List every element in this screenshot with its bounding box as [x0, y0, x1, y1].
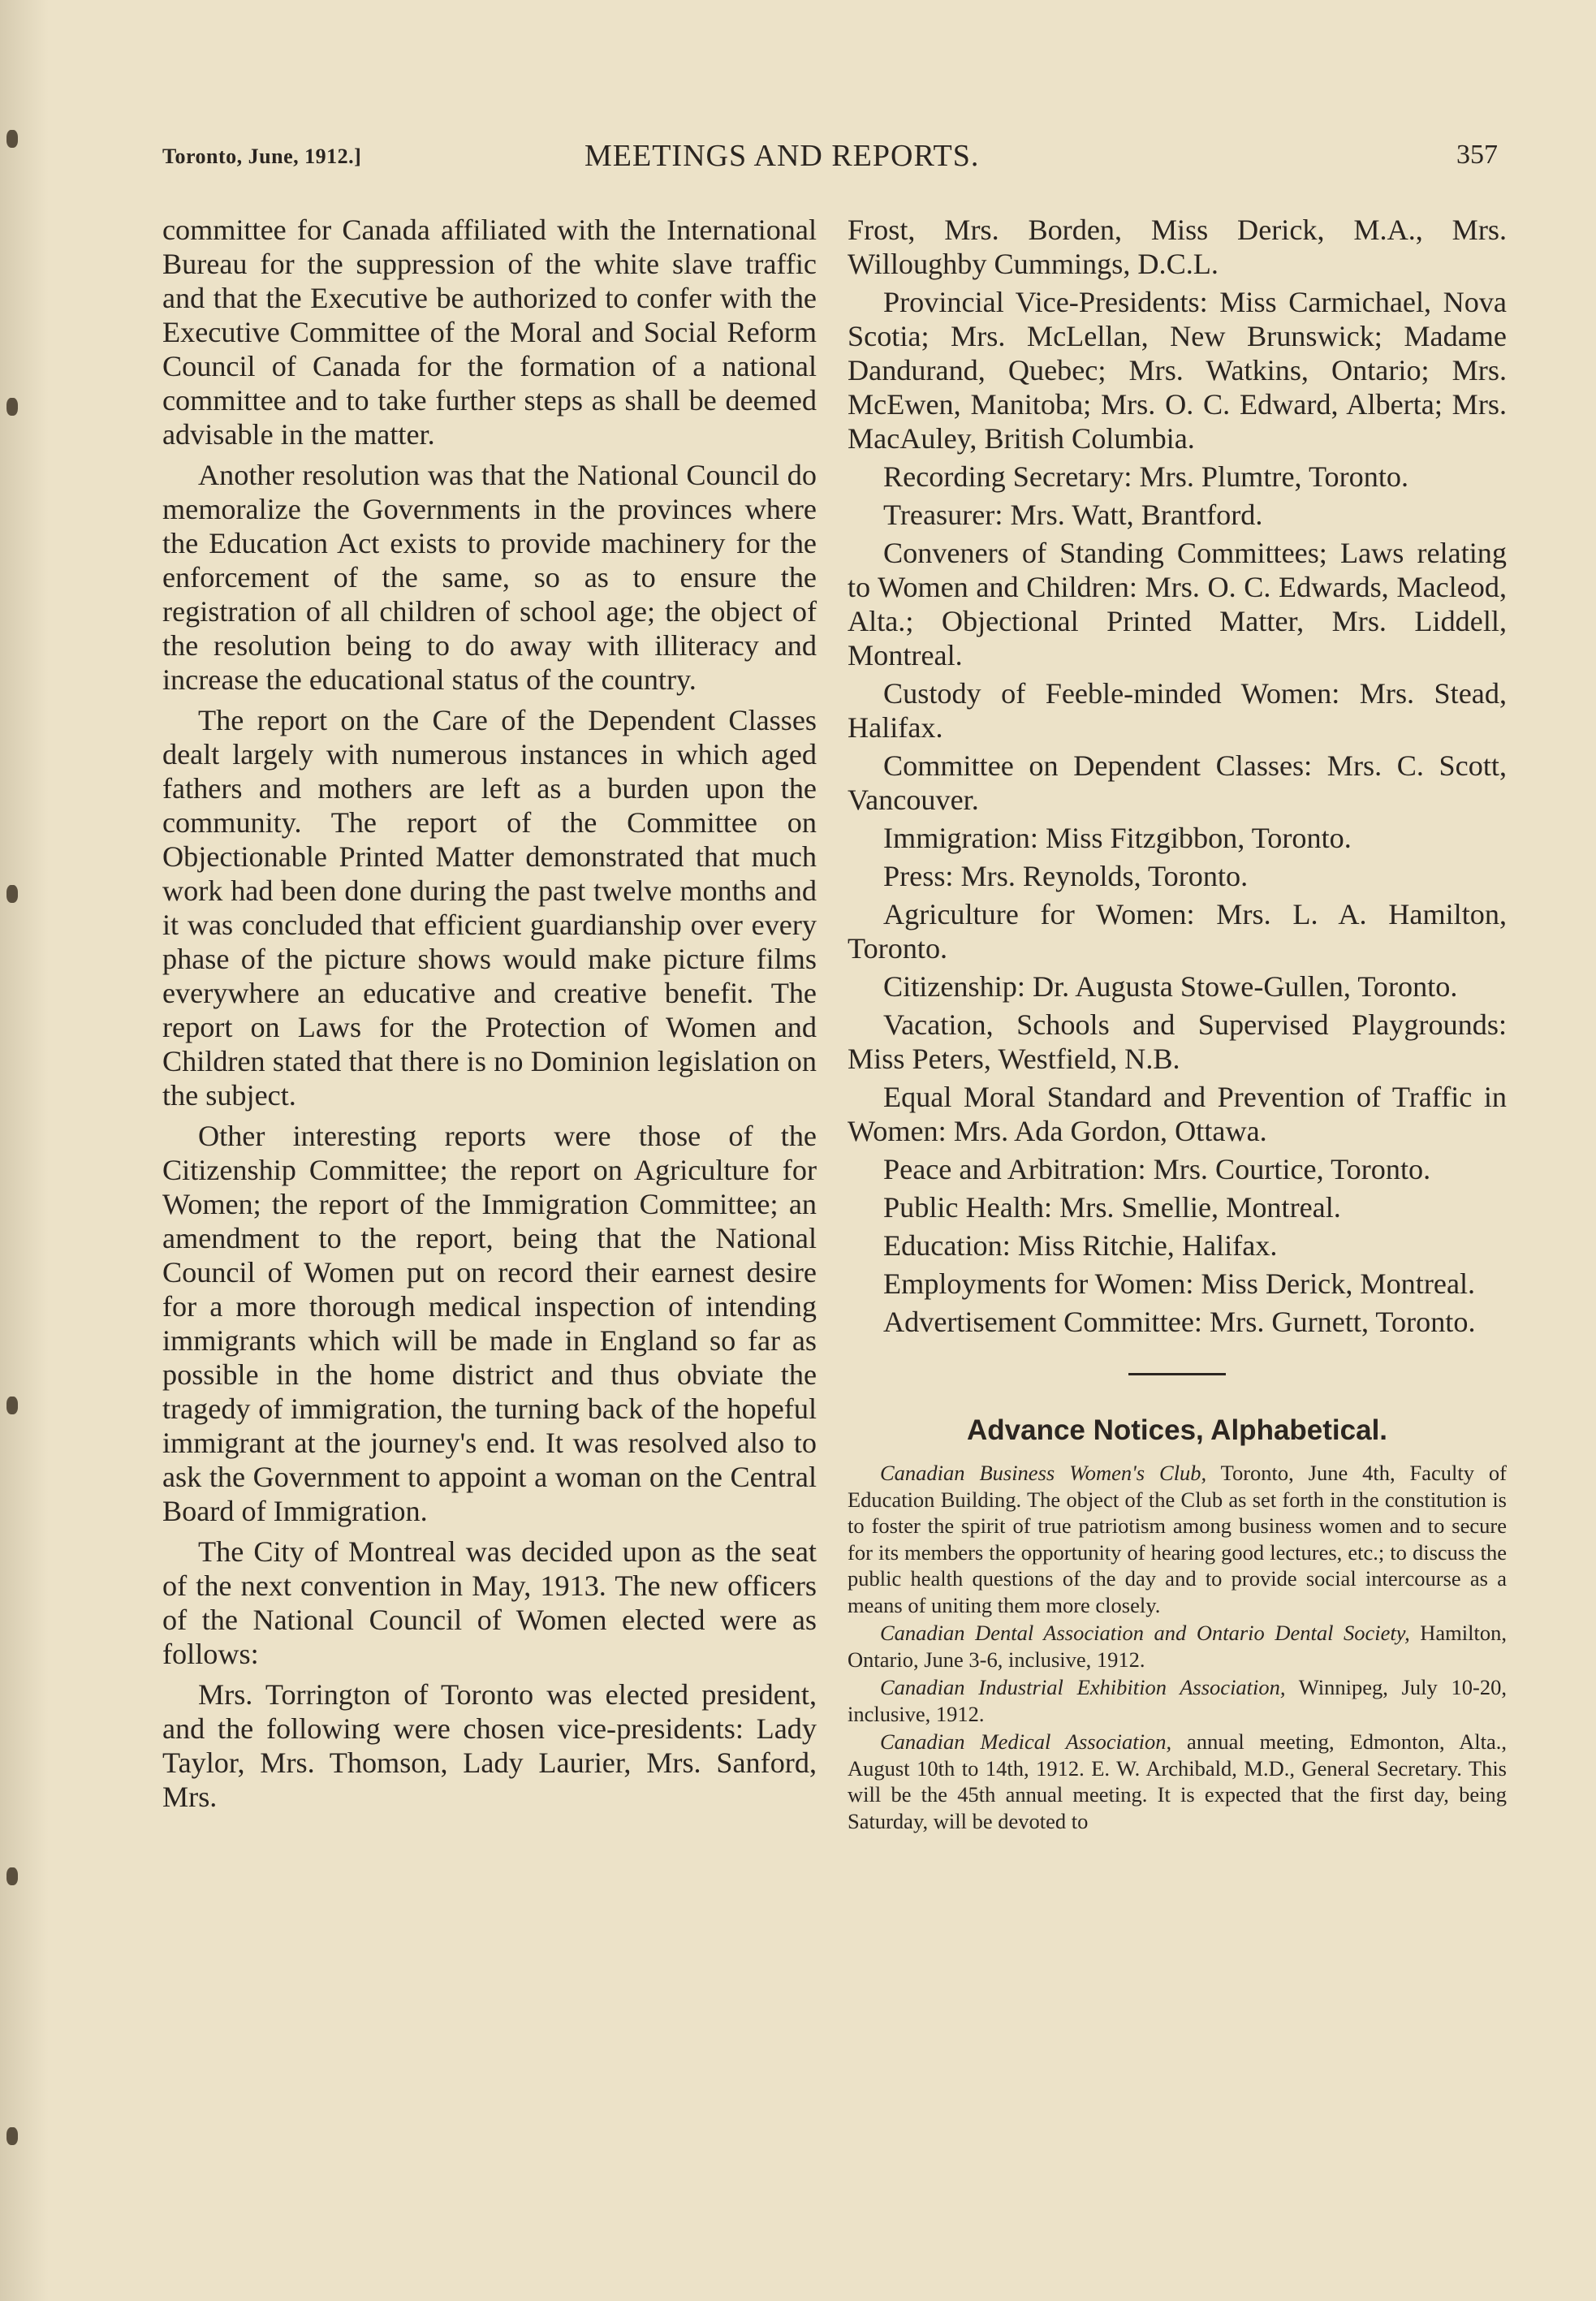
- officer-entry: Conveners of Standing Committees; Laws relating to Women and Children: Mrs. O. C. Edwards, Macleod, Alta.; Objectional Printed Matter, Mrs. Liddell, Montreal.: [848, 537, 1507, 671]
- section-divider: [1128, 1373, 1226, 1375]
- margin-mark: [6, 398, 18, 416]
- margin-mark: [6, 885, 18, 903]
- officer-entry: Treasurer: Mrs. Watt, Brantford.: [883, 499, 1263, 531]
- officer-entry: Equal Moral Standard and Prevention of Traffic in Women: Mrs. Ada Gordon, Ottawa.: [848, 1081, 1507, 1147]
- officer-entry: Press: Mrs. Reynolds, Toronto.: [883, 860, 1249, 892]
- notice-text: Winnipeg, July 10-20, inclusive, 1912.: [848, 1675, 1507, 1726]
- margin-mark: [6, 1867, 18, 1885]
- notice-text: Hamilton, Ontario, June 3-6, inclusive, 1912.: [848, 1621, 1507, 1672]
- page-binding-shadow: [0, 0, 49, 2301]
- notice-item: [848, 1620, 1507, 1673]
- officer-entry: Recording Secretary: Mrs. Plumtre, Toronto.: [883, 460, 1409, 493]
- officer-entry: Public Health: Mrs. Smellie, Montreal.: [883, 1191, 1341, 1224]
- officer-entry: Education: Miss Ritchie, Halifax.: [883, 1229, 1278, 1262]
- header-title: MEETINGS AND REPORTS.: [584, 139, 980, 173]
- paragraph: The report on the Care of the Dependent Classes dealt largely with numerous instances in which aged fathers and mothers are left as a burden upon the community. The report of the Committee on Objectionable Printed Matter demonstrated that much work had been done during the past twelve months and it was concluded that efficient guardianship over every phase of the picture shows would make picture films everywhere an educative and creative benefit. The report on Laws for the Protection of Women and Children stated that there is no Dominion legislation on the subject.: [162, 704, 817, 1112]
- notice-name: Canadian Medical Association,: [880, 1729, 1172, 1754]
- officer-entry: Committee on Dependent Classes: Mrs. C. Scott, Vancouver.: [848, 749, 1507, 816]
- left-column: [162, 213, 817, 1814]
- officer-entry: Peace and Arbitration: Mrs. Courtice, Toronto.: [883, 1153, 1431, 1185]
- paragraph: Other interesting reports were those of the Citizenship Committee; the report on Agriculture for Women; the report of the Immigration Committee; an amendment to the report, being that the National Council of Women put on record their earnest desire for a more thorough medical inspection of intending immigrants which will be made in England so far as possible in the home district and thus obviate the tragedy of immigration, the turning back of the hopeful immigrant at the journey's end. It was resolved also to ask the Government to appoint a woman on the Central Board of Immigration.: [162, 1120, 817, 1527]
- margin-mark: [6, 1397, 18, 1414]
- officer-entry: Vacation, Schools and Supervised Playgrounds: Miss Peters, Westfield, N.B.: [848, 1008, 1507, 1075]
- notices-heading: Advance Notices, Alphabetical.: [966, 1414, 1388, 1446]
- officer-entry: Employments for Women: Miss Derick, Montreal.: [883, 1267, 1476, 1300]
- officer-entry: Advertisement Committee: Mrs. Gurnett, Toronto.: [883, 1306, 1476, 1338]
- right-column: [848, 213, 1507, 1836]
- notice-item: [848, 1729, 1507, 1834]
- paragraph: Mrs. Torrington of Toronto was elected president, and the following were chosen vice-presidents: Lady Taylor, Mrs. Thomson, Lady Laurier, Mrs. Sanford, Mrs.: [162, 1678, 817, 1813]
- paragraph: The City of Montreal was decided upon as the seat of the next convention in May, 1913. The new officers of the National Council of Women elected were as follows:: [162, 1535, 817, 1670]
- running-header: [162, 138, 1498, 187]
- notice-item: [848, 1460, 1507, 1618]
- margin-mark: [6, 130, 18, 148]
- officer-entry: Provincial Vice-Presidents: Miss Carmichael, Nova Scotia; Mrs. McLellan, New Brunswick; Madame Dandurand, Quebec; Mrs. Watkins, Ontario; Mrs. McEwen, Manitoba; Mrs. O. C. Edward, Alberta; Mrs. MacAuley, British Columbia.: [848, 286, 1507, 455]
- notice-text: annual meeting, Edmonton, Alta., August 10th to 14th, 1912. E. W. Archibald, M.D., General Secretary. This will be the 45th annual meeting. It is expected that the first day, being Saturday, will be devoted to: [848, 1729, 1507, 1833]
- page-number: 357: [1456, 140, 1498, 170]
- officer-entry: Citizenship: Dr. Augusta Stowe-Gullen, Toronto.: [883, 970, 1458, 1003]
- officer-entry: Frost, Mrs. Borden, Miss Derick, M.A., Mrs. Willoughby Cummings, D.C.L.: [848, 214, 1507, 280]
- notice-text: Toronto, June 4th, Faculty of Education Building. The object of the Club as set forth in the constitution is to foster the spirit of true patriotism among business women and to secure for its members the opportunity of hearing good lectures, etc.; to discuss the public health questions of the day and to provide social intercourse as a means of uniting them more closely.: [848, 1461, 1507, 1617]
- header-date: Toronto, June, 1912.]: [162, 145, 362, 168]
- margin-mark: [6, 2127, 18, 2145]
- officer-entry: Custody of Feeble-minded Women: Mrs. Stead, Halifax.: [848, 677, 1507, 744]
- paragraph: committee for Canada affiliated with the International Bureau for the suppression of the white slave traffic and that the Executive be authorized to confer with the Executive Committee of the Moral and Social Reform Council of Canada for the formation of a national committee and to take further steps as shall be deemed advisable in the matter.: [162, 214, 817, 451]
- paragraph: Another resolution was that the National Council do memoralize the Governments in the provinces where the Education Act exists to provide machinery for the enforcement of the same, so as to ensure the registration of all children of school age; the object of the resolution being to do away with illiteracy and increase the educational status of the country.: [162, 459, 817, 696]
- officer-entry: Agriculture for Women: Mrs. L. A. Hamilton, Toronto.: [848, 898, 1507, 965]
- notice-name: Canadian Dental Association and Ontario Dental Society,: [880, 1621, 1410, 1645]
- notice-name: Canadian Business Women's Club,: [880, 1461, 1207, 1485]
- notice-item: [848, 1674, 1507, 1727]
- notice-name: Canadian Industrial Exhibition Association,: [880, 1675, 1286, 1699]
- officer-entry: Immigration: Miss Fitzgibbon, Toronto.: [883, 822, 1352, 854]
